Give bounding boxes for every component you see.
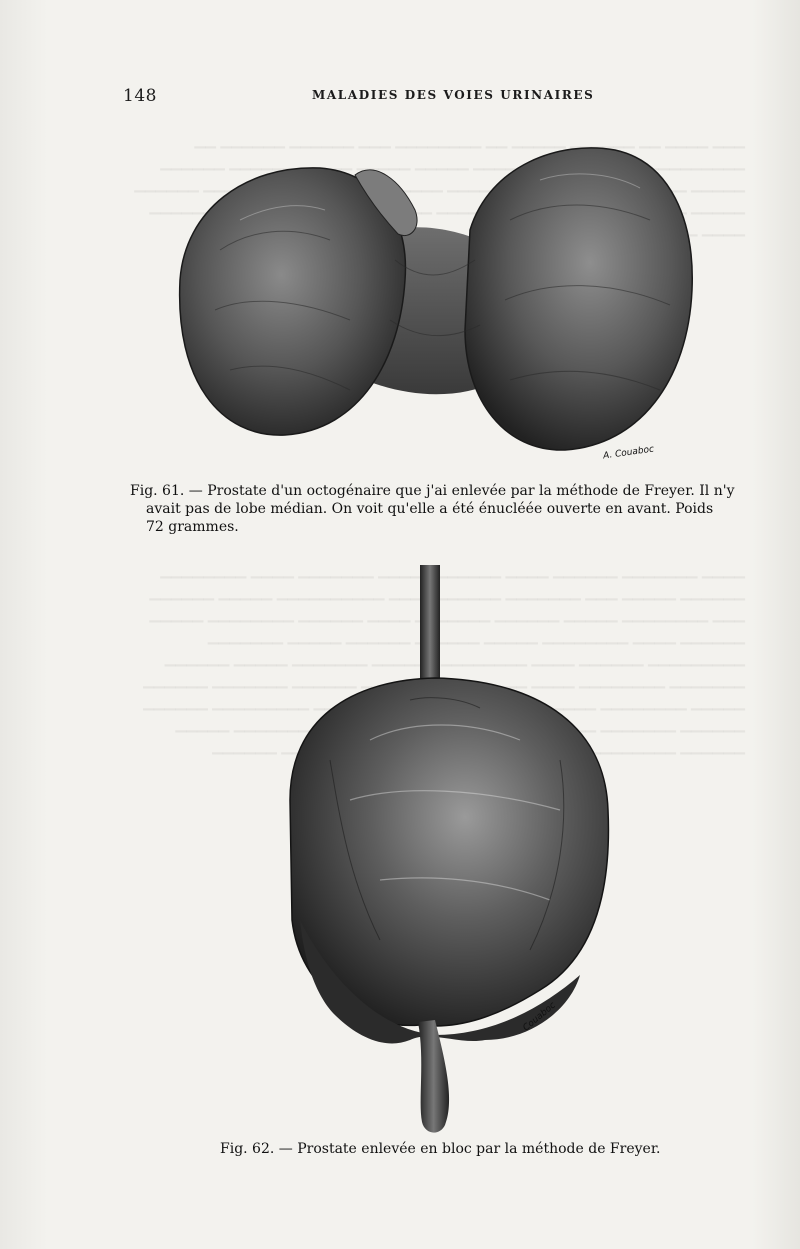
caption-line: 72 grammes. — [146, 519, 239, 535]
figure-61-caption — [130, 482, 750, 536]
page-number: 148 — [123, 86, 157, 106]
figure-62-prostate-illustration — [260, 560, 630, 1140]
running-title: MALADIES DES VOIES URINAIRES — [312, 88, 595, 102]
figure-61-prostate-illustration — [160, 130, 700, 480]
figure-62-caption: Fig. 62. — Prostate enlevée en bloc par la méthode de Freyer. — [220, 1141, 661, 1157]
show-through-texture: ▁▁▁ ▁▁▁▁ ▁▁ ▁▁▁▁▁▁ ▁▁▁▁▁ ▁▁ ▁▁▁▁▁▁▁▁ ▁▁▁ ▁▁▁▁▁▁ ▁▁▁▁▁▁ ▁▁ ▁▁▁▁▁▁▁▁▁ ▁▁▁▁▁▁▁ ▁▁▁▁▁ ▁▁▁▁▁ ▁▁ ▁▁▁▁▁▁▁▁▁ ▁▁▁▁▁▁ ▁▁▁▁▁ ▁▁▁ ▁▁▁▁▁ ▁▁▁▁▁▁ ▁▁▁▁ ▁▁▁▁▁▁ ▁▁▁▁▁ ▁▁▁▁▁ ▁▁▁ ▁▁▁▁▁▁▁▁▁ ▁▁▁▁ — [134, 133, 745, 237]
caption-line: avait pas de lobe médian. On voit qu'elle a été énucléée ouverte en avant. Poids — [146, 501, 714, 517]
figure-62-signature: Couaboc — [521, 1000, 558, 1034]
show-through-texture: ▁▁▁▁ ▁▁▁▁▁▁▁ ▁▁▁▁▁▁ ▁▁▁▁ ▁▁▁▁▁▁ ▁▁▁▁▁ ▁▁▁▁▁▁▁ ▁▁▁▁ ▁▁▁▁▁▁▁▁ ▁▁▁▁▁▁ ▁▁▁▁▁ ▁▁▁ ▁▁▁▁▁▁▁ ▁▁▁▁▁▁ ▁▁▁▁ ▁▁▁▁▁▁▁▁▁▁ ▁▁▁▁▁ ▁▁▁▁▁▁ ▁▁▁ ▁▁▁▁▁▁▁▁ ▁▁▁▁▁ ▁▁▁▁▁▁ ▁▁▁▁▁▁▁ ▁▁▁▁ ▁▁▁▁▁▁ ▁▁▁▁▁▁▁▁ ▁▁▁▁▁ ▁▁▁▁▁▁ ▁▁▁▁ ▁▁▁▁▁▁▁▁ ▁▁▁▁▁ ▁▁▁▁▁▁ ▁▁▁▁▁▁ ▁▁▁▁▁ ▁▁▁▁▁▁▁ ▁▁▁▁▁▁▁▁▁ ▁▁▁▁▁▁ ▁▁▁▁ ▁▁▁▁▁▁▁▁ ▁▁▁▁▁▁ ▁▁▁▁▁▁▁ ▁▁▁▁▁ ▁▁▁▁▁▁ ▁▁▁▁▁▁▁ ▁▁▁▁▁▁▁▁ ▁▁▁▁ ▁▁▁▁▁▁▁▁ ▁▁▁▁▁▁ ▁▁▁▁▁▁▁ ▁▁▁▁▁▁ ▁▁▁▁▁ ▁▁▁▁▁▁▁▁ ▁▁▁▁▁▁ ▁▁▁▁ ▁▁▁▁▁▁▁▁▁ ▁▁▁▁▁▁ ▁▁▁▁▁▁ ▁▁▁▁▁▁▁ ▁▁▁▁▁▁▁▁▁ ▁▁▁▁▁ ▁▁▁▁▁▁ ▁▁▁▁▁▁▁▁ ▁▁▁▁▁▁ — [143, 563, 745, 755]
caption-line: Fig. 61. — Prostate d'un octogénaire que j'ai enlevée par la méthode de Freyer. Il n'y — [130, 483, 735, 499]
figure-61-signature: A. Couaboc — [602, 444, 655, 462]
